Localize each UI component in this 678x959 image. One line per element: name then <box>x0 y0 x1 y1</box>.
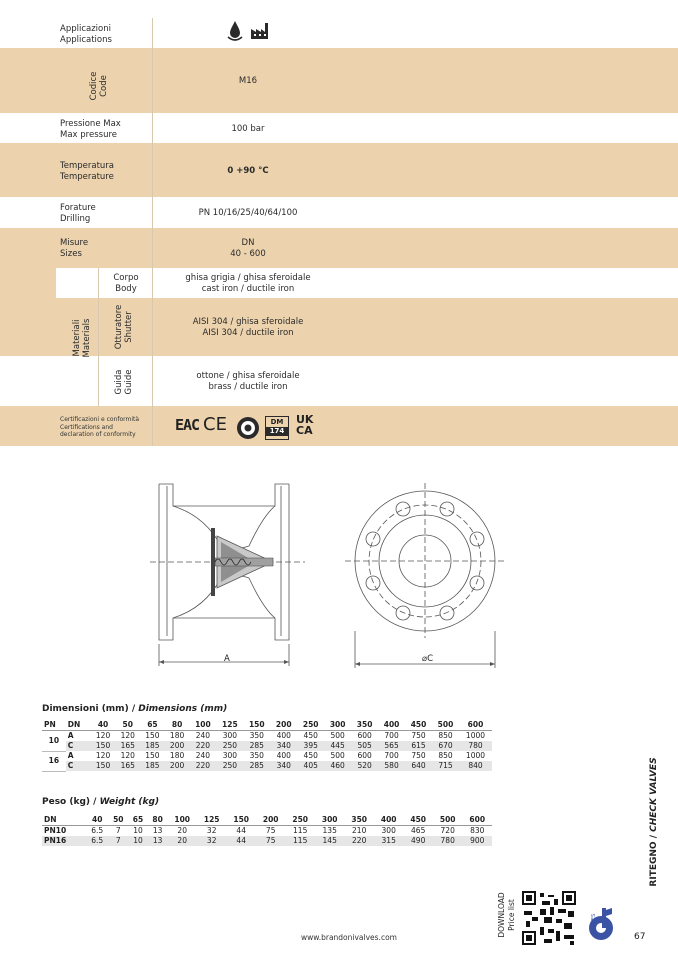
header-cell: 100 <box>167 815 197 826</box>
value-cell: 180 <box>169 751 185 760</box>
header-cell: 200 <box>256 815 286 826</box>
dimension-c-label: ⌀C <box>422 654 434 664</box>
table-row <box>42 761 492 771</box>
value-cell: 6.5 <box>91 826 104 835</box>
header-cell: DN <box>42 815 86 826</box>
value-cell: 700 <box>384 751 399 760</box>
header-cell: 50 <box>108 815 128 826</box>
value-cell: 165 <box>115 761 140 771</box>
value-cell: 150 <box>145 751 160 760</box>
value-cell: 10 <box>133 826 143 835</box>
header-cell: 400 <box>374 815 404 826</box>
value-cell: 750 <box>411 751 426 760</box>
brand-logo-text: VALVES <box>591 913 597 933</box>
guide-value: ottone / ghisa sferoidale brass / ductile iron <box>196 371 300 392</box>
table-header-row <box>42 720 492 731</box>
row-key: C <box>66 761 91 771</box>
guide-label: Guida Guide <box>114 369 134 395</box>
value-cell: 445 <box>324 741 351 751</box>
value-cell: 340 <box>270 761 297 771</box>
shutter-label: Otturatore Shutter <box>114 304 134 350</box>
row-key: A <box>67 731 74 740</box>
weight-table <box>42 815 492 846</box>
value-cell: 120 <box>95 751 111 760</box>
value-cell: 715 <box>432 761 459 771</box>
table-row <box>42 826 492 837</box>
brand-logo <box>584 906 616 942</box>
value-cell: 75 <box>265 826 276 835</box>
value-cell: 350 <box>249 731 264 740</box>
header-cell: 65 <box>128 815 148 826</box>
value-cell: 505 <box>351 741 378 751</box>
header-cell: 300 <box>324 720 351 731</box>
value-cell: 565 <box>378 741 405 751</box>
value-cell: 10 <box>128 836 148 846</box>
row-key: PN10 <box>44 826 67 835</box>
value-cell: 300 <box>222 731 238 740</box>
website-link[interactable]: www.brandonivalves.com <box>301 933 397 942</box>
water-drop-icon <box>226 20 244 42</box>
valve-section-drawing <box>145 476 315 672</box>
eac-mark: EAC <box>175 416 200 434</box>
value-cell: 210 <box>352 826 367 835</box>
value-cell: 185 <box>140 741 165 751</box>
table-row <box>42 836 492 846</box>
header-cell: DN <box>66 720 91 731</box>
body-value: ghisa grigia / ghisa sferoidale cast iron / ductile iron <box>185 273 311 294</box>
value-cell: 75 <box>256 836 286 846</box>
value-cell: 44 <box>236 826 246 835</box>
value-cell: 285 <box>243 761 270 771</box>
value-cell: 32 <box>197 836 227 846</box>
header-cell: 200 <box>270 720 297 731</box>
header-cell: PN <box>42 720 66 731</box>
value-cell: 500 <box>330 751 345 760</box>
value-cell: 32 <box>206 826 217 835</box>
download-label: DOWNLOAD Price list <box>497 892 516 938</box>
value-cell: 6.5 <box>86 836 108 846</box>
value-cell: 300 <box>381 826 396 835</box>
value-cell: 150 <box>91 761 116 771</box>
dimensions-title: Dimensioni (mm) / Dimensions (mm) <box>42 704 228 714</box>
value-cell: 250 <box>216 741 243 751</box>
value-cell: 490 <box>403 836 433 846</box>
value-cell: 1000 <box>465 731 486 740</box>
value-cell: 120 <box>120 731 135 740</box>
header-cell: 125 <box>197 815 227 826</box>
header-cell: 450 <box>405 720 432 731</box>
value-cell: 250 <box>216 761 243 771</box>
value-cell: 400 <box>276 751 291 760</box>
value-cell: 115 <box>285 836 315 846</box>
header-cell: 40 <box>86 815 108 826</box>
header-cell: 125 <box>216 720 243 731</box>
table-row <box>42 731 492 742</box>
value-cell: 240 <box>195 751 211 760</box>
value-cell: 460 <box>324 761 351 771</box>
value-cell: 700 <box>384 731 399 740</box>
value-cell: 840 <box>459 761 492 771</box>
value-cell: 850 <box>438 731 453 740</box>
value-cell: 1000 <box>465 751 486 760</box>
value-cell: 315 <box>374 836 404 846</box>
page-number: 67 <box>634 932 646 942</box>
table-row <box>42 741 492 751</box>
table-header-row <box>42 815 492 826</box>
pressure-value: 100 bar <box>231 124 265 134</box>
dimensions-table <box>42 720 492 772</box>
pressure-label: Pressione Max Max pressure <box>60 119 121 140</box>
certification-seal-icon <box>236 416 260 440</box>
value-cell: 115 <box>293 826 308 835</box>
pn-cell: 10 <box>42 731 66 752</box>
materials-label: Materiali Materials <box>72 318 92 358</box>
value-cell: 450 <box>303 751 318 760</box>
header-cell: 250 <box>297 720 324 731</box>
value-cell: 20 <box>177 826 187 835</box>
qr-code-icon[interactable] <box>522 891 576 945</box>
header-cell: 40 <box>91 720 116 731</box>
header-cell: 150 <box>226 815 256 826</box>
ce-mark: CE <box>203 414 227 435</box>
sizes-value: DN 40 - 600 <box>230 238 266 259</box>
value-cell: 185 <box>140 761 165 771</box>
value-cell: 200 <box>165 761 190 771</box>
value-cell: 450 <box>303 731 318 740</box>
value-cell: 44 <box>226 836 256 846</box>
value-cell: 180 <box>169 731 185 740</box>
value-cell: 300 <box>222 751 238 760</box>
value-cell: 20 <box>167 836 197 846</box>
body-label: Corpo Body <box>113 273 139 294</box>
value-cell: 120 <box>120 751 135 760</box>
value-cell: 285 <box>243 741 270 751</box>
ukca-mark: UK CA <box>296 413 314 437</box>
value-cell: 720 <box>440 826 455 835</box>
value-cell: 240 <box>195 731 211 740</box>
value-cell: 580 <box>378 761 405 771</box>
header-cell: 80 <box>165 720 190 731</box>
header-cell: 350 <box>344 815 374 826</box>
factory-icon <box>250 20 270 40</box>
value-cell: 600 <box>357 751 372 760</box>
header-cell: 500 <box>432 720 459 731</box>
drilling-label: Forature Drilling <box>60 203 96 224</box>
value-cell: 145 <box>315 836 345 846</box>
value-cell: 165 <box>115 741 140 751</box>
value-cell: 340 <box>270 741 297 751</box>
temperature-label: Temperatura Temperature <box>60 161 115 182</box>
header-cell: 80 <box>148 815 168 826</box>
value-cell: 900 <box>462 836 492 846</box>
value-cell: 395 <box>297 741 324 751</box>
header-cell: 400 <box>378 720 405 731</box>
header-cell: 250 <box>285 815 315 826</box>
value-cell: 780 <box>433 836 463 846</box>
header-cell: 150 <box>243 720 270 731</box>
header-cell: 600 <box>462 815 492 826</box>
code-label: Codice Code <box>89 71 109 101</box>
value-cell: 670 <box>432 741 459 751</box>
applications-label: Applicazioni Applications <box>60 24 112 45</box>
valve-flange-drawing <box>345 478 505 674</box>
dm174-mark: DM 174 <box>265 416 289 440</box>
header-cell: 50 <box>115 720 140 731</box>
header-cell: 300 <box>315 815 345 826</box>
value-cell: 750 <box>411 731 426 740</box>
value-cell: 600 <box>357 731 372 740</box>
value-cell: 520 <box>351 761 378 771</box>
shutter-value: AISI 304 / ghisa sferoidale AISI 304 / ductile iron <box>192 317 304 338</box>
dimension-a-label: A <box>224 654 230 664</box>
header-cell: 600 <box>459 720 492 731</box>
value-cell: 400 <box>276 731 291 740</box>
row-key: A <box>67 751 74 760</box>
value-cell: 13 <box>152 826 163 835</box>
value-cell: 135 <box>322 826 337 835</box>
weight-title: Peso (kg) / Weight (kg) <box>42 797 160 807</box>
value-cell: 830 <box>470 826 485 835</box>
code-value: M16 <box>238 76 258 86</box>
header-cell: 65 <box>140 720 165 731</box>
subcolumn-divider <box>98 268 99 406</box>
value-cell: 220 <box>189 741 216 751</box>
row-key: PN16 <box>42 836 86 846</box>
value-cell: 780 <box>459 741 492 751</box>
header-cell: 350 <box>351 720 378 731</box>
header-cell: 500 <box>433 815 463 826</box>
temperature-value: 0 +90 °C <box>227 166 269 176</box>
value-cell: 200 <box>165 741 190 751</box>
value-cell: 465 <box>411 826 426 835</box>
value-cell: 405 <box>297 761 324 771</box>
row-key: C <box>66 741 91 751</box>
value-cell: 120 <box>95 731 111 740</box>
certifications-label: Certificazioni e conformità Certifications and declaration of conformity <box>60 416 140 438</box>
header-cell: 100 <box>189 720 216 731</box>
value-cell: 7 <box>108 836 128 846</box>
value-cell: 500 <box>330 731 345 740</box>
value-cell: 350 <box>249 751 264 760</box>
value-cell: 7 <box>115 826 121 835</box>
sizes-label: Misure Sizes <box>60 238 89 259</box>
table-row <box>42 751 492 761</box>
pn-cell: 16 <box>42 751 66 771</box>
value-cell: 150 <box>145 731 160 740</box>
side-title: RITEGNO / CHECK VALVES <box>649 757 659 887</box>
value-cell: 850 <box>438 751 453 760</box>
value-cell: 220 <box>344 836 374 846</box>
value-cell: 220 <box>189 761 216 771</box>
drilling-value: PN 10/16/25/40/64/100 <box>198 208 298 218</box>
value-cell: 150 <box>91 741 116 751</box>
header-cell: 450 <box>403 815 433 826</box>
value-cell: 13 <box>148 836 168 846</box>
value-cell: 615 <box>405 741 432 751</box>
value-cell: 640 <box>405 761 432 771</box>
